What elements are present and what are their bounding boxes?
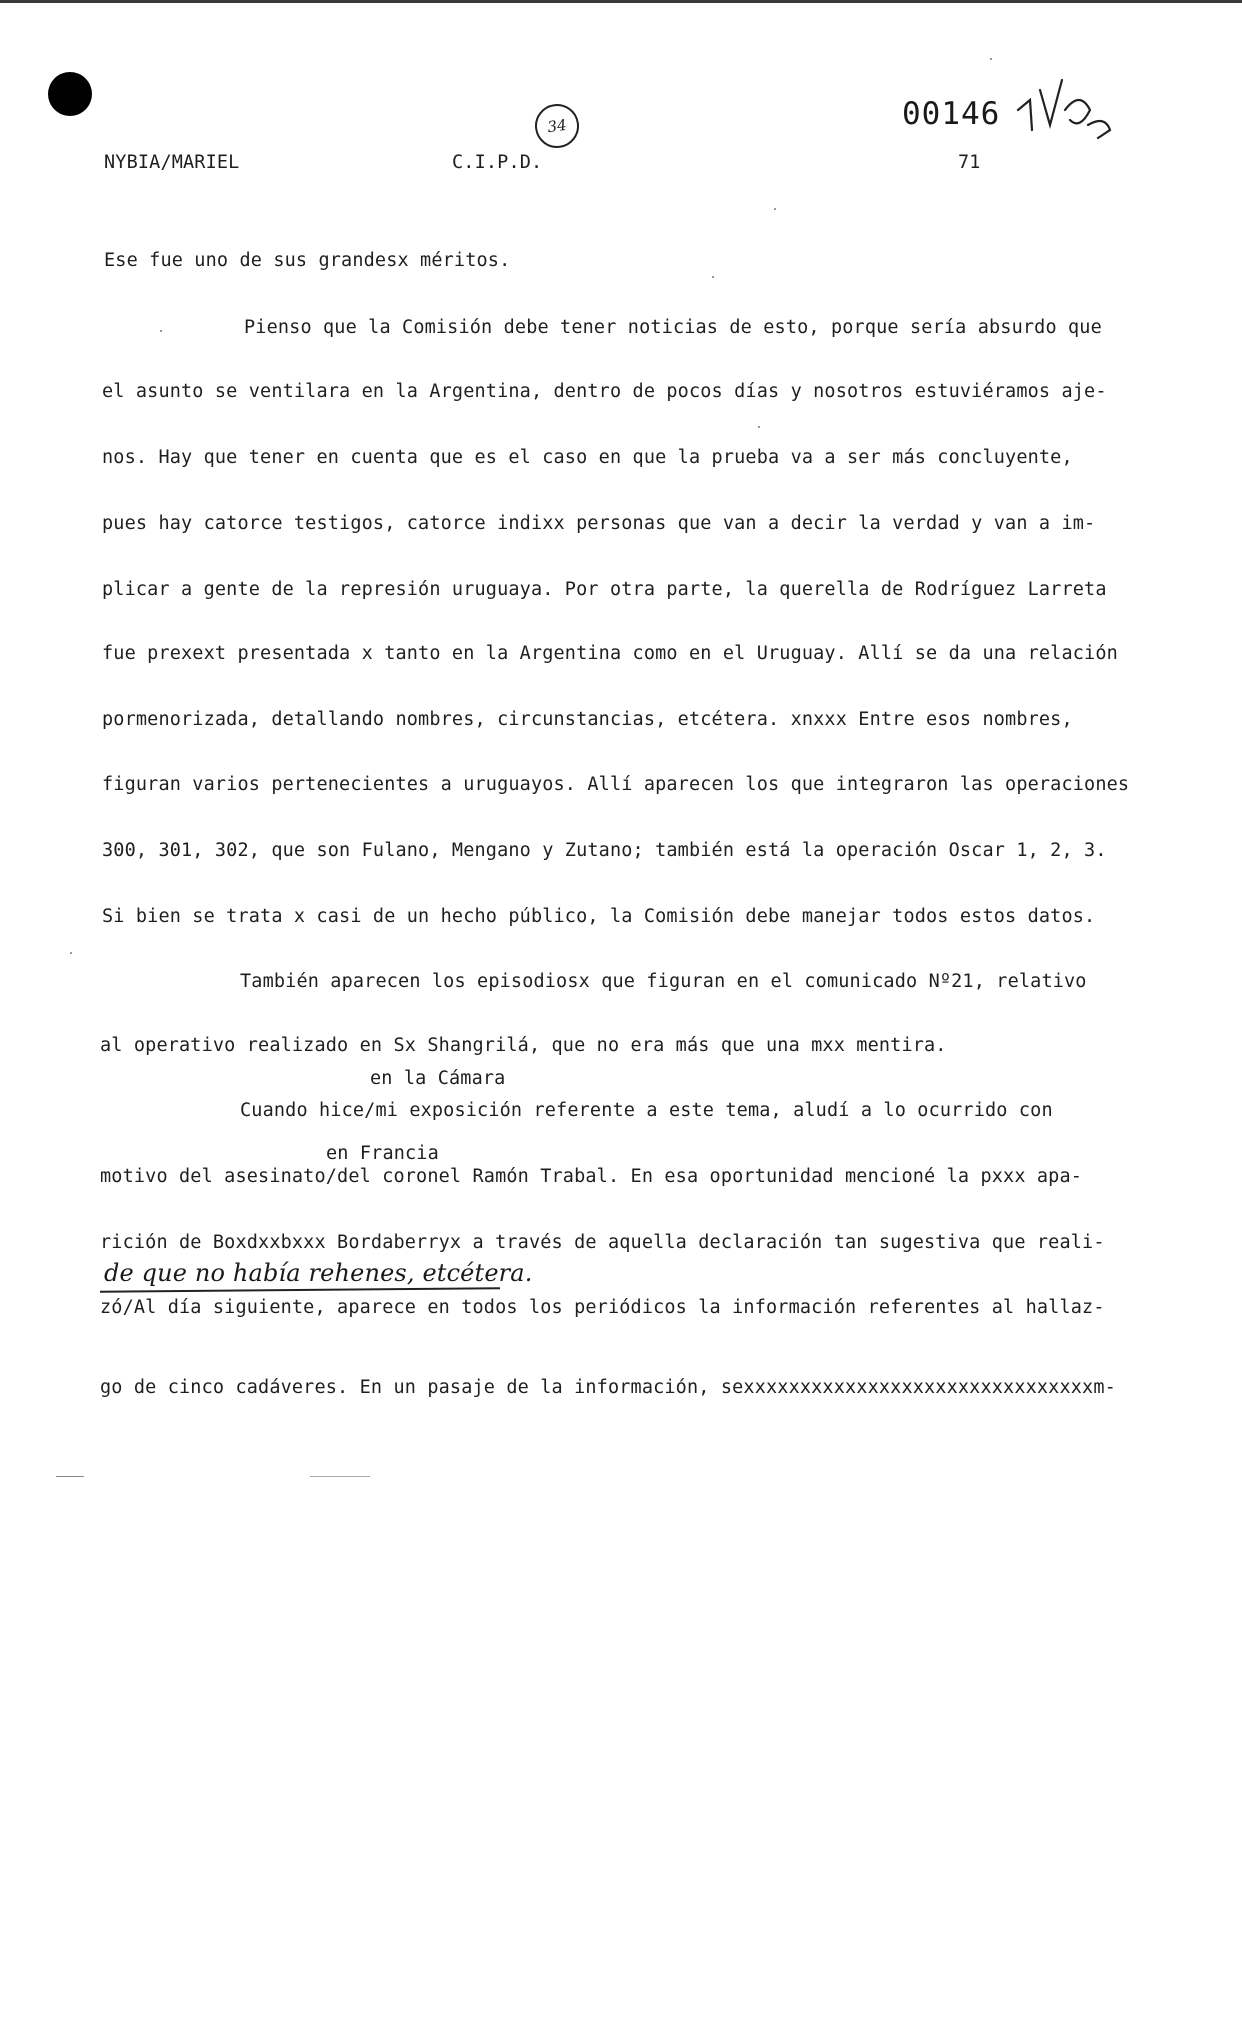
body-line-6: plicar a gente de la represión uruguaya. Por otra parte, la querella de Rodríguez Larreta xyxy=(102,579,1107,600)
footer-mark xyxy=(310,1476,370,1477)
body-line-13: al operativo realizado en Sx Shangrilá, que no era más que una mxx mentira. xyxy=(100,1035,947,1056)
scan-speck xyxy=(758,426,760,428)
scan-speck xyxy=(774,208,776,210)
body-line-2: Pienso que la Comisión debe tener noticias de esto, porque sería absurdo que xyxy=(244,317,1102,338)
body-line-16: rición de Boxdxxbxxx Bordaberryx a través de aquella declaración tan sugestiva que reali- xyxy=(100,1232,1105,1253)
body-line-15: motivo del asesinato/del coronel Ramón Trabal. En esa oportunidad mencioné la pxxx apa- xyxy=(100,1166,1083,1187)
body-line-4: nos. Hay que tener en cuenta que es el caso en que la prueba va a ser más concluyente, xyxy=(102,447,1073,468)
body-line-9: figuran varios pertenecientes a uruguayos. Allí aparecen los que integraron las operaciones xyxy=(102,774,1130,795)
handwritten-signature-icon xyxy=(1010,70,1120,154)
scan-speck xyxy=(70,952,72,954)
body-line-12: También aparecen los episodiosx que figuran en el comunicado Nº21, relativo xyxy=(240,971,1087,992)
footer-mark xyxy=(56,1476,84,1477)
document-number: 00146 xyxy=(902,96,1001,132)
page-top-edge xyxy=(0,0,1242,3)
body-line-5: pues hay catorce testigos, catorce indixx personas que van a decir la verdad y van a im- xyxy=(102,513,1096,534)
author-code: NYBIA/MARIEL xyxy=(104,152,240,173)
body-line-3: el asunto se ventilara en la Argentina, dentro de pocos días y nosotros estuviéramos aje- xyxy=(102,381,1107,402)
scan-speck xyxy=(160,330,162,332)
organization-code: C.I.P.D. xyxy=(452,152,543,173)
page-number: 71 xyxy=(958,152,981,173)
scan-speck xyxy=(712,276,714,278)
body-line-17: zó/Al día siguiente, aparece en todos los periódicos la información referentes al hallaz- xyxy=(100,1297,1105,1318)
punch-hole-mark xyxy=(48,72,92,116)
body-line-14: Cuando hice/mi exposición referente a este tema, aludí a lo ocurrido con xyxy=(240,1100,1053,1121)
insert-en-francia: en Francia xyxy=(326,1143,439,1164)
scan-speck xyxy=(990,58,992,60)
insert-en-la-camara: en la Cámara xyxy=(370,1068,506,1089)
body-line-18: go de cinco cadáveres. En un pasaje de la información, sexxxxxxxxxxxxxxxxxxxxxxxxxxxxxxxm- xyxy=(100,1377,1116,1398)
body-line-11: Si bien se trata x casi de un hecho público, la Comisión debe manejar todos estos datos. xyxy=(102,906,1096,927)
body-line-1: Ese fue uno de sus grandesx méritos. xyxy=(104,250,511,271)
handwritten-underline xyxy=(100,1287,500,1292)
body-line-10: 300, 301, 302, que son Fulano, Mengano y Zutano; también está la operación Oscar 1, 2, 3. xyxy=(102,840,1107,861)
circle-stamp: 34 xyxy=(532,101,582,151)
handwritten-insert: de que no había rehenes, etcétera. xyxy=(104,1259,533,1287)
body-line-8: pormenorizada, detallando nombres, circunstancias, etcétera. xnxxx Entre esos nombres, xyxy=(102,709,1073,730)
body-line-7: fue prexext presentada x tanto en la Argentina como en el Uruguay. Allí se da una relación xyxy=(102,643,1118,664)
